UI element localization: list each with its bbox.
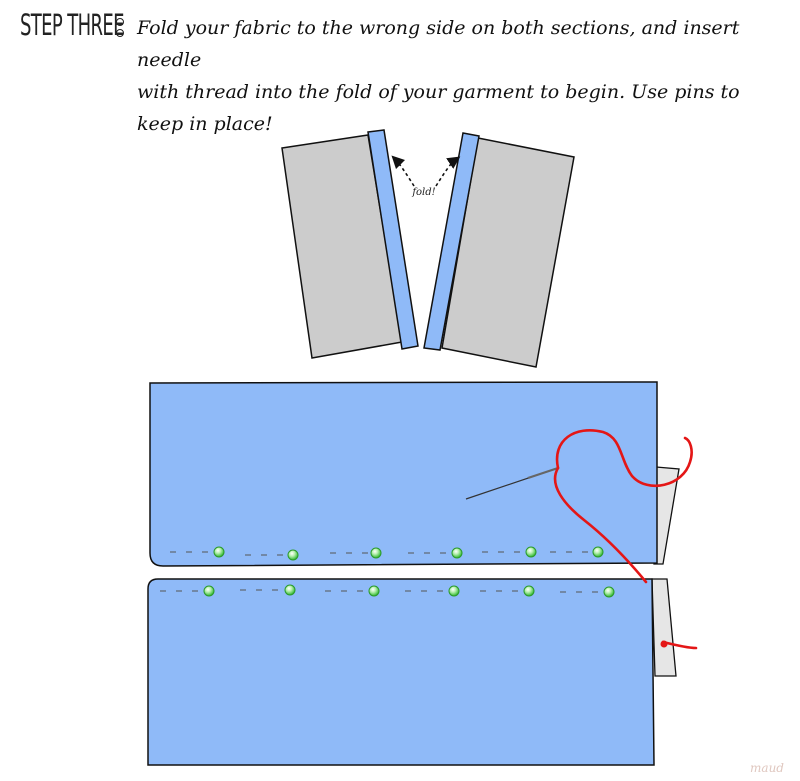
instruction-line: with thread into the fold of your garment to begin. Use pins to [137, 81, 740, 103]
instruction-line: keep in place! [137, 113, 273, 135]
upper-blue-panel [150, 382, 657, 566]
instruction-line: Fold your fabric to the wrong side on both sections, and insert needle [137, 17, 740, 71]
fold-arrow-left [396, 160, 414, 186]
step-heading: STEP THREE [20, 8, 124, 42]
fold-arrow-right [436, 160, 455, 186]
fold-illustration [282, 130, 574, 367]
lower-garment-piece [148, 579, 676, 765]
upper-garment-piece [150, 382, 679, 566]
lower-blue-panel [148, 579, 654, 765]
fold-label: fold! [412, 187, 436, 198]
lower-gray-underlay [652, 579, 676, 676]
watermark: maud [750, 761, 784, 775]
thread-knot [661, 641, 668, 648]
